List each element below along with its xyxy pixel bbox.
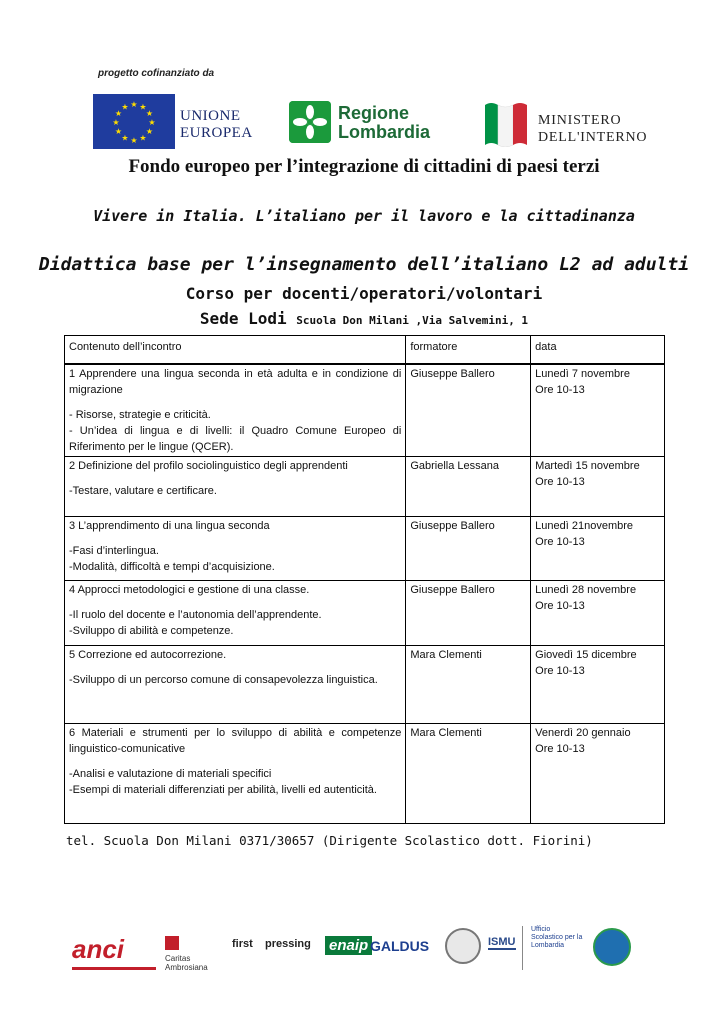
row-title: 2 Definizione del profilo sociolinguistico degli apprendenti	[69, 459, 348, 472]
partner-logos	[60, 918, 670, 978]
row-date	[531, 580, 665, 645]
first-logo-text: first	[232, 938, 253, 950]
svg-text:★: ★	[130, 136, 138, 145]
header-logos	[0, 0, 728, 190]
row-trainer: Giuseppe Ballero	[406, 516, 531, 580]
row-detail: - Un’idea di lingua e di livelli: il Quadro Comune Europeo di Riferimento per le lingue (QCER).	[69, 424, 402, 453]
row-date	[531, 516, 665, 580]
svg-text:★: ★	[114, 127, 123, 136]
ufficio-logo-text: Ufficio Scolastico per la Lombardia	[531, 926, 583, 949]
row-detail: -Modalità, difficoltà e tempi d’acquisizione.	[69, 560, 275, 573]
row-detail: -Il ruolo del docente e l’autonomia dell’apprendente.	[69, 608, 322, 621]
pressing-logo-text: pressing	[265, 938, 311, 950]
table-header-row	[65, 336, 665, 364]
table-row	[65, 516, 665, 580]
caritas-logo	[165, 936, 227, 972]
svg-text:★: ★	[145, 109, 154, 118]
anci-logo	[72, 934, 156, 970]
enaip-logo-text: enaip	[329, 937, 369, 954]
svg-text:★: ★	[139, 133, 147, 143]
row-date-day: Lunedì 7 novembre	[535, 367, 630, 380]
row-trainer: Giuseppe Ballero	[406, 364, 531, 457]
row-date-day: Martedì 15 novembre	[535, 459, 640, 472]
row-trainer: Giuseppe Ballero	[406, 580, 531, 645]
sede-line	[0, 309, 728, 328]
row-content	[65, 580, 406, 645]
row-title: 1 Apprendere una lingua seconda in età adulta e in condizione di migrazione	[69, 367, 402, 396]
row-date-time: Ore 10-13	[535, 475, 585, 488]
schedule-table	[64, 335, 665, 824]
row-trainer: Mara Clementi	[406, 723, 531, 823]
first-logo	[232, 938, 253, 950]
cofinanziato-label: progetto cofinanziato da	[98, 68, 215, 79]
globe-icon	[445, 928, 481, 964]
row-date-day: Venerdì 20 gennaio	[535, 726, 631, 739]
table-row	[65, 580, 665, 645]
row-detail: -Sviluppo di abilità e competenze.	[69, 624, 234, 637]
row-date	[531, 364, 665, 457]
lombardia-rose-icon	[289, 101, 331, 143]
row-trainer: Mara Clementi	[406, 645, 531, 723]
eu-line1: UNIONE	[180, 108, 241, 124]
main-title: Vivere in Italia. L’italiano per il lavoro e la cittadinanza	[93, 207, 635, 225]
header-formatore: formatore	[406, 336, 531, 364]
galdus-logo	[370, 938, 429, 954]
lombardia-line2: Lombardia	[338, 122, 431, 142]
row-detail: -Fasi d’interlingua.	[69, 544, 159, 557]
eu-line2: EUROPEA	[180, 125, 253, 141]
pressing-logo	[265, 938, 311, 950]
table-row	[65, 723, 665, 823]
italian-flag-icon	[483, 99, 529, 147]
row-date-time: Ore 10-13	[535, 383, 585, 396]
table-row	[65, 456, 665, 516]
fondo-title: Fondo europeo per l’integrazione di cittadini di paesi terzi	[128, 156, 600, 177]
galdus-logo-text: GALDUS	[370, 938, 430, 954]
row-trainer: Gabriella Lessana	[406, 456, 531, 516]
ismu-logo-text: ISMU	[488, 936, 516, 948]
row-date-time: Ore 10-13	[535, 664, 585, 677]
header-data: data	[531, 336, 665, 364]
row-title: 3 L’apprendimento di una lingua seconda	[69, 519, 270, 532]
table-row	[65, 645, 665, 723]
row-date	[531, 456, 665, 516]
svg-text:★: ★	[121, 102, 129, 112]
row-content	[65, 723, 406, 823]
row-title: 6 Materiali e strumenti per lo sviluppo di abilità e competenze linguistico-comunicative	[69, 726, 402, 755]
row-content	[65, 364, 406, 457]
row-detail: -Sviluppo di un percorso comune di consapevolezza linguistica.	[69, 673, 378, 686]
eu-name	[180, 108, 253, 142]
table-row	[65, 364, 665, 457]
row-detail: - Risorse, strategie e criticità.	[69, 408, 211, 421]
row-detail: -Esempi di materiali differenziati per abilità, livelli ed autenticità.	[69, 783, 377, 796]
course-title: Didattica base per l’insegnamento dell’italiano L2 ad adulti	[38, 254, 690, 275]
audience-title: Corso per docenti/operatori/volontari	[185, 284, 543, 303]
lombardia-line1: Regione	[338, 103, 410, 123]
sede-detail: Scuola Don Milani ,Via Salvemini, 1	[296, 314, 529, 327]
ministero-line1: MINISTERO	[538, 113, 622, 128]
ministero-line2: DELL'INTERNO	[538, 130, 648, 145]
row-detail: -Analisi e valutazione di materiali specifici	[69, 767, 272, 780]
row-content	[65, 645, 406, 723]
caritas-logo-text: Caritas Ambrosiana	[165, 954, 208, 972]
header-contenuto: Contenuto dell’incontro	[65, 336, 406, 364]
ufficio-logo	[522, 926, 584, 970]
row-date-day: Lunedì 28 novembre	[535, 583, 637, 596]
anci-logo-text: anci	[72, 934, 125, 964]
svg-text:★: ★	[130, 100, 138, 109]
lombardia-name	[338, 104, 430, 142]
eu-flag-icon	[93, 94, 175, 149]
row-date-time: Ore 10-13	[535, 599, 585, 612]
row-date	[531, 645, 665, 723]
svg-text:★: ★	[114, 109, 123, 118]
row-date-day: Giovedì 15 dicembre	[535, 648, 637, 661]
enaip-logo	[325, 936, 372, 955]
row-content	[65, 456, 406, 516]
eu-circle-icon	[593, 928, 631, 966]
svg-text:★: ★	[145, 127, 154, 136]
svg-text:★: ★	[139, 102, 147, 112]
ministero-name	[538, 112, 647, 146]
svg-text:★: ★	[121, 133, 129, 143]
row-content	[65, 516, 406, 580]
row-date-time: Ore 10-13	[535, 742, 585, 755]
svg-text:★: ★	[148, 118, 156, 127]
sede-name: Sede Lodi	[199, 309, 287, 328]
svg-text:★: ★	[112, 118, 120, 127]
row-title: 5 Correzione ed autocorrezione.	[69, 648, 227, 661]
ismu-logo	[488, 936, 516, 950]
caritas-cross-icon	[165, 936, 179, 950]
row-detail: -Testare, valutare e certificare.	[69, 484, 217, 497]
row-date-day: Lunedì 21novembre	[535, 519, 634, 532]
row-date	[531, 723, 665, 823]
row-date-time: Ore 10-13	[535, 535, 585, 548]
contact-line: tel. Scuola Don Milani 0371/30657 (Dirigente Scolastico dott. Fiorini)	[66, 833, 593, 848]
row-title: 4 Approcci metodologici e gestione di una classe.	[69, 583, 310, 596]
